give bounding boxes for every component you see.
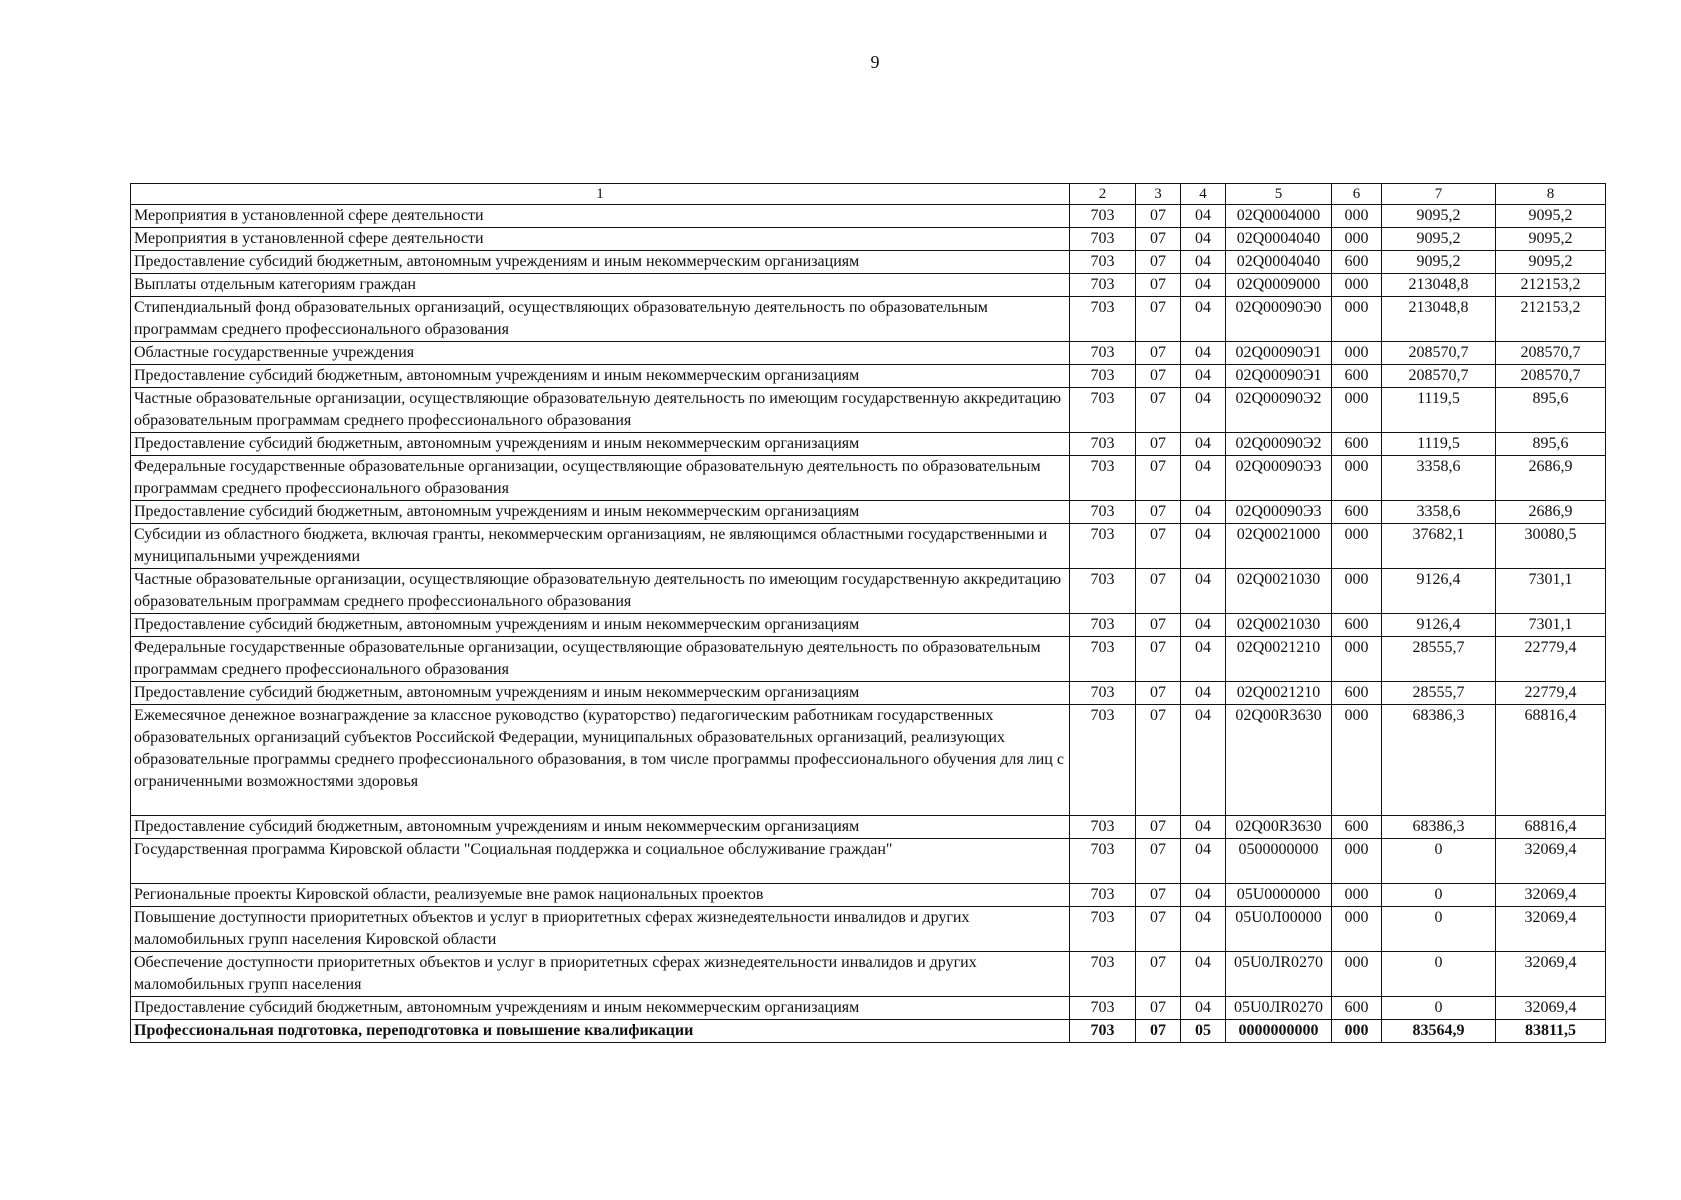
col-4-cell: 04 <box>1181 365 1226 388</box>
col-4-cell: 04 <box>1181 456 1226 501</box>
col-2-cell: 703 <box>1070 614 1136 637</box>
col-4-cell: 04 <box>1181 342 1226 365</box>
header-cell: 2 <box>1070 184 1136 205</box>
col-2-cell: 703 <box>1070 501 1136 524</box>
col-6-cell: 600 <box>1332 816 1382 839</box>
code-cell: 02Q0009000 <box>1226 274 1332 297</box>
code-cell: 05U0ЛR0270 <box>1226 952 1332 997</box>
value-8-cell: 2686,9 <box>1496 456 1606 501</box>
row-name: Частные образовательные организации, осуществляющие образовательную деятельность по имеющим государственную аккредитацию образовательным программам среднего профессионального образования <box>131 569 1070 614</box>
value-8-cell: 32069,4 <box>1496 839 1606 884</box>
col-2-cell: 703 <box>1070 569 1136 614</box>
row-name: Федеральные государственные образовательные организации, осуществляющие образовательную деятельность по образовательным программам среднего профессионального образования <box>131 456 1070 501</box>
row-name: Предоставление субсидий бюджетным, автономным учреждениям и иным некоммерческим организациям <box>131 997 1070 1020</box>
col-2-cell: 703 <box>1070 433 1136 456</box>
table-row <box>131 682 1606 705</box>
col-3-cell: 07 <box>1136 251 1181 274</box>
value-7-cell: 3358,6 <box>1382 456 1496 501</box>
col-2-cell: 703 <box>1070 1020 1136 1043</box>
table-row <box>131 907 1606 952</box>
header-cell: 6 <box>1332 184 1382 205</box>
col-2-cell: 703 <box>1070 839 1136 884</box>
col-4-cell: 04 <box>1181 952 1226 997</box>
col-4-cell: 04 <box>1181 297 1226 342</box>
col-3-cell: 07 <box>1136 297 1181 342</box>
value-7-cell: 68386,3 <box>1382 816 1496 839</box>
col-2-cell: 703 <box>1070 997 1136 1020</box>
code-cell: 02Q00R3630 <box>1226 816 1332 839</box>
value-8-cell: 68816,4 <box>1496 705 1606 816</box>
col-6-cell: 000 <box>1332 456 1382 501</box>
value-7-cell: 0 <box>1382 884 1496 907</box>
code-cell: 02Q0021030 <box>1226 569 1332 614</box>
col-2-cell: 703 <box>1070 388 1136 433</box>
col-6-cell: 600 <box>1332 682 1382 705</box>
col-3-cell: 07 <box>1136 884 1181 907</box>
row-name: Выплаты отдельным категориям граждан <box>131 274 1070 297</box>
value-7-cell: 9095,2 <box>1382 205 1496 228</box>
table-body <box>131 205 1606 1043</box>
col-3-cell: 07 <box>1136 569 1181 614</box>
col-6-cell: 600 <box>1332 997 1382 1020</box>
col-6-cell: 000 <box>1332 907 1382 952</box>
value-7-cell: 37682,1 <box>1382 524 1496 569</box>
col-3-cell: 07 <box>1136 997 1181 1020</box>
value-7-cell: 9126,4 <box>1382 614 1496 637</box>
value-7-cell: 208570,7 <box>1382 365 1496 388</box>
value-8-cell: 32069,4 <box>1496 997 1606 1020</box>
row-name: Предоставление субсидий бюджетным, автономным учреждениям и иным некоммерческим организациям <box>131 251 1070 274</box>
table-row <box>131 1020 1606 1043</box>
col-2-cell: 703 <box>1070 342 1136 365</box>
value-7-cell: 9126,4 <box>1382 569 1496 614</box>
table-row <box>131 501 1606 524</box>
col-2-cell: 703 <box>1070 952 1136 997</box>
table-row <box>131 637 1606 682</box>
table-row <box>131 297 1606 342</box>
col-6-cell: 000 <box>1332 884 1382 907</box>
col-2-cell: 703 <box>1070 251 1136 274</box>
col-3-cell: 07 <box>1136 228 1181 251</box>
col-2-cell: 703 <box>1070 907 1136 952</box>
col-6-cell: 600 <box>1332 251 1382 274</box>
col-3-cell: 07 <box>1136 274 1181 297</box>
col-3-cell: 07 <box>1136 456 1181 501</box>
col-4-cell: 04 <box>1181 816 1226 839</box>
value-7-cell: 1119,5 <box>1382 433 1496 456</box>
table-row <box>131 952 1606 997</box>
col-2-cell: 703 <box>1070 705 1136 816</box>
value-8-cell: 32069,4 <box>1496 907 1606 952</box>
col-4-cell: 04 <box>1181 637 1226 682</box>
table-row <box>131 456 1606 501</box>
col-4-cell: 04 <box>1181 884 1226 907</box>
value-7-cell: 213048,8 <box>1382 274 1496 297</box>
col-4-cell: 04 <box>1181 614 1226 637</box>
value-7-cell: 28555,7 <box>1382 682 1496 705</box>
table-row <box>131 433 1606 456</box>
header-cell: 1 <box>131 184 1070 205</box>
value-7-cell: 1119,5 <box>1382 388 1496 433</box>
header-cell: 7 <box>1382 184 1496 205</box>
code-cell: 02Q0021000 <box>1226 524 1332 569</box>
row-name: Региональные проекты Кировской области, реализуемые вне рамок национальных проектов <box>131 884 1070 907</box>
col-6-cell: 600 <box>1332 501 1382 524</box>
col-3-cell: 07 <box>1136 614 1181 637</box>
table-row <box>131 816 1606 839</box>
row-name: Ежемесячное денежное вознаграждение за классное руководство (кураторство) педагогическим работникам государственных образовательных организаций субъектов Российской Федерации, муниципальных образовательных организаций, реализующих образовательные программы среднего профессионального образования, в том числе программы профессионального обучения для лиц с ограниченными возможностями здоровья <box>131 705 1070 816</box>
col-6-cell: 000 <box>1332 569 1382 614</box>
col-3-cell: 07 <box>1136 637 1181 682</box>
code-cell: 02Q00090Э0 <box>1226 297 1332 342</box>
code-cell: 05U0000000 <box>1226 884 1332 907</box>
col-4-cell: 04 <box>1181 388 1226 433</box>
col-4-cell: 04 <box>1181 682 1226 705</box>
header-row <box>131 184 1606 205</box>
table-row <box>131 524 1606 569</box>
col-6-cell: 000 <box>1332 297 1382 342</box>
col-6-cell: 000 <box>1332 274 1382 297</box>
value-7-cell: 68386,3 <box>1382 705 1496 816</box>
col-4-cell: 04 <box>1181 907 1226 952</box>
col-3-cell: 07 <box>1136 705 1181 816</box>
row-name: Мероприятия в установленной сфере деятельности <box>131 205 1070 228</box>
col-6-cell: 000 <box>1332 342 1382 365</box>
col-2-cell: 703 <box>1070 297 1136 342</box>
value-8-cell: 9095,2 <box>1496 228 1606 251</box>
col-2-cell: 703 <box>1070 456 1136 501</box>
value-7-cell: 0 <box>1382 952 1496 997</box>
row-name: Предоставление субсидий бюджетным, автономным учреждениям и иным некоммерческим организациям <box>131 614 1070 637</box>
col-6-cell: 000 <box>1332 952 1382 997</box>
value-8-cell: 30080,5 <box>1496 524 1606 569</box>
col-6-cell: 000 <box>1332 1020 1382 1043</box>
table-row <box>131 997 1606 1020</box>
col-4-cell: 04 <box>1181 569 1226 614</box>
row-name: Предоставление субсидий бюджетным, автономным учреждениям и иным некоммерческим организациям <box>131 816 1070 839</box>
header-cell: 5 <box>1226 184 1332 205</box>
value-7-cell: 9095,2 <box>1382 228 1496 251</box>
col-6-cell: 000 <box>1332 705 1382 816</box>
col-4-cell: 04 <box>1181 501 1226 524</box>
col-3-cell: 07 <box>1136 524 1181 569</box>
col-6-cell: 000 <box>1332 637 1382 682</box>
col-4-cell: 04 <box>1181 705 1226 816</box>
value-8-cell: 68816,4 <box>1496 816 1606 839</box>
col-2-cell: 703 <box>1070 228 1136 251</box>
table-row <box>131 205 1606 228</box>
value-8-cell: 212153,2 <box>1496 297 1606 342</box>
col-3-cell: 07 <box>1136 365 1181 388</box>
code-cell: 02Q00090Э1 <box>1226 365 1332 388</box>
row-name: Предоставление субсидий бюджетным, автономным учреждениям и иным некоммерческим организациям <box>131 682 1070 705</box>
table-row <box>131 614 1606 637</box>
col-6-cell: 600 <box>1332 433 1382 456</box>
table-row <box>131 388 1606 433</box>
value-8-cell: 9095,2 <box>1496 251 1606 274</box>
row-name: Государственная программа Кировской области "Социальная поддержка и социальное обслуживание граждан" <box>131 839 1070 884</box>
table-row <box>131 365 1606 388</box>
table-row <box>131 884 1606 907</box>
code-cell: 02Q00090Э1 <box>1226 342 1332 365</box>
value-7-cell: 83564,9 <box>1382 1020 1496 1043</box>
code-cell: 02Q00090Э2 <box>1226 433 1332 456</box>
col-3-cell: 07 <box>1136 682 1181 705</box>
col-3-cell: 07 <box>1136 342 1181 365</box>
value-8-cell: 22779,4 <box>1496 682 1606 705</box>
table-row <box>131 251 1606 274</box>
table-row <box>131 274 1606 297</box>
value-8-cell: 208570,7 <box>1496 342 1606 365</box>
code-cell: 02Q0021210 <box>1226 682 1332 705</box>
value-8-cell: 212153,2 <box>1496 274 1606 297</box>
row-name: Мероприятия в установленной сфере деятельности <box>131 228 1070 251</box>
code-cell: 02Q0004000 <box>1226 205 1332 228</box>
col-3-cell: 07 <box>1136 433 1181 456</box>
value-7-cell: 208570,7 <box>1382 342 1496 365</box>
value-8-cell: 7301,1 <box>1496 614 1606 637</box>
page-number: 9 <box>870 52 880 72</box>
col-3-cell: 07 <box>1136 952 1181 997</box>
value-7-cell: 213048,8 <box>1382 297 1496 342</box>
col-6-cell: 600 <box>1332 614 1382 637</box>
col-4-cell: 04 <box>1181 839 1226 884</box>
col-2-cell: 703 <box>1070 637 1136 682</box>
table-row <box>131 839 1606 884</box>
table-row <box>131 228 1606 251</box>
header-cell: 4 <box>1181 184 1226 205</box>
row-name: Стипендиальный фонд образовательных организаций, осуществляющих образовательную деятельность по образовательным программам среднего профессионального образования <box>131 297 1070 342</box>
value-8-cell: 32069,4 <box>1496 884 1606 907</box>
col-2-cell: 703 <box>1070 365 1136 388</box>
col-3-cell: 07 <box>1136 816 1181 839</box>
col-6-cell: 600 <box>1332 365 1382 388</box>
col-6-cell: 000 <box>1332 388 1382 433</box>
col-6-cell: 000 <box>1332 839 1382 884</box>
code-cell: 02Q0021030 <box>1226 614 1332 637</box>
col-6-cell: 000 <box>1332 205 1382 228</box>
code-cell: 0000000000 <box>1226 1020 1332 1043</box>
row-name: Предоставление субсидий бюджетным, автономным учреждениям и иным некоммерческим организациям <box>131 433 1070 456</box>
row-name: Обеспечение доступности приоритетных объектов и услуг в приоритетных сферах жизнедеятельности инвалидов и других маломобильных групп населения <box>131 952 1070 997</box>
col-3-cell: 07 <box>1136 1020 1181 1043</box>
col-3-cell: 07 <box>1136 205 1181 228</box>
code-cell: 05U0Л00000 <box>1226 907 1332 952</box>
value-8-cell: 7301,1 <box>1496 569 1606 614</box>
table-row <box>131 569 1606 614</box>
value-8-cell: 895,6 <box>1496 433 1606 456</box>
col-4-cell: 04 <box>1181 433 1226 456</box>
budget-table <box>130 183 1606 1043</box>
code-cell: 05U0ЛR0270 <box>1226 997 1332 1020</box>
col-2-cell: 703 <box>1070 816 1136 839</box>
row-name: Предоставление субсидий бюджетным, автономным учреждениям и иным некоммерческим организациям <box>131 365 1070 388</box>
col-4-cell: 05 <box>1181 1020 1226 1043</box>
col-6-cell: 000 <box>1332 228 1382 251</box>
code-cell: 0500000000 <box>1226 839 1332 884</box>
value-8-cell: 208570,7 <box>1496 365 1606 388</box>
code-cell: 02Q0004040 <box>1226 228 1332 251</box>
row-name: Повышение доступности приоритетных объектов и услуг в приоритетных сферах жизнедеятельности инвалидов и других маломобильных групп населения Кировской области <box>131 907 1070 952</box>
value-8-cell: 2686,9 <box>1496 501 1606 524</box>
code-cell: 02Q0004040 <box>1226 251 1332 274</box>
header-cell: 8 <box>1496 184 1606 205</box>
col-3-cell: 07 <box>1136 907 1181 952</box>
value-7-cell: 0 <box>1382 997 1496 1020</box>
col-2-cell: 703 <box>1070 682 1136 705</box>
value-7-cell: 9095,2 <box>1382 251 1496 274</box>
row-name: Частные образовательные организации, осуществляющие образовательную деятельность по имеющим государственную аккредитацию образовательным программам среднего профессионального образования <box>131 388 1070 433</box>
value-7-cell: 28555,7 <box>1382 637 1496 682</box>
value-8-cell: 83811,5 <box>1496 1020 1606 1043</box>
col-2-cell: 703 <box>1070 524 1136 569</box>
col-4-cell: 04 <box>1181 274 1226 297</box>
code-cell: 02Q00R3630 <box>1226 705 1332 816</box>
value-8-cell: 895,6 <box>1496 388 1606 433</box>
col-6-cell: 000 <box>1332 524 1382 569</box>
col-2-cell: 703 <box>1070 884 1136 907</box>
row-name: Профессиональная подготовка, переподготовка и повышение квалификации <box>131 1020 1070 1043</box>
code-cell: 02Q00090Э3 <box>1226 501 1332 524</box>
col-4-cell: 04 <box>1181 251 1226 274</box>
code-cell: 02Q00090Э2 <box>1226 388 1332 433</box>
header-cell: 3 <box>1136 184 1181 205</box>
col-4-cell: 04 <box>1181 997 1226 1020</box>
col-3-cell: 07 <box>1136 388 1181 433</box>
code-cell: 02Q0021210 <box>1226 637 1332 682</box>
row-name: Предоставление субсидий бюджетным, автономным учреждениям и иным некоммерческим организациям <box>131 501 1070 524</box>
col-2-cell: 703 <box>1070 205 1136 228</box>
code-cell: 02Q00090Э3 <box>1226 456 1332 501</box>
row-name: Областные государственные учреждения <box>131 342 1070 365</box>
col-2-cell: 703 <box>1070 274 1136 297</box>
value-7-cell: 0 <box>1382 907 1496 952</box>
col-4-cell: 04 <box>1181 205 1226 228</box>
col-3-cell: 07 <box>1136 839 1181 884</box>
table-row <box>131 705 1606 816</box>
value-8-cell: 22779,4 <box>1496 637 1606 682</box>
row-name: Субсидии из областного бюджета, включая гранты, некоммерческим организациям, не являющимся областными государственными и муниципальными учреждениями <box>131 524 1070 569</box>
col-4-cell: 04 <box>1181 228 1226 251</box>
row-name: Федеральные государственные образовательные организации, осуществляющие образовательную деятельность по образовательным программам среднего профессионального образования <box>131 637 1070 682</box>
value-7-cell: 0 <box>1382 839 1496 884</box>
value-8-cell: 9095,2 <box>1496 205 1606 228</box>
col-4-cell: 04 <box>1181 524 1226 569</box>
value-8-cell: 32069,4 <box>1496 952 1606 997</box>
value-7-cell: 3358,6 <box>1382 501 1496 524</box>
table-row <box>131 342 1606 365</box>
col-3-cell: 07 <box>1136 501 1181 524</box>
